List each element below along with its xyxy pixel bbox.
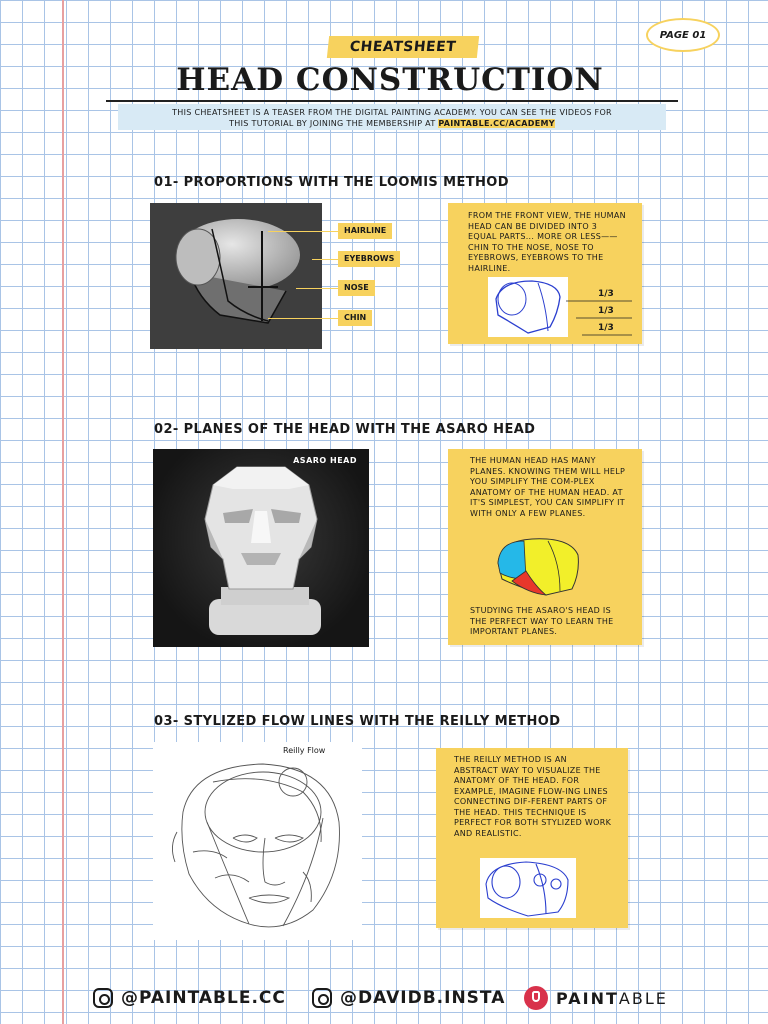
brand-wordmark bbox=[556, 989, 668, 1008]
section-2-title: 02- PLANES OF THE HEAD WITH THE ASARO HEAD bbox=[154, 422, 536, 437]
section-3-note-text: THE REILLY METHOD IS AN ABSTRACT WAY TO VISUALIZE THE ANATOMY OF THE HEAD. FOR EXAMPLE, IMAGINE FLOW-ING LINES CONNECTING DIF-FERENT PARTS OF THE HEAD. THIS TECHNIQUE IS PERFECT FOR BOTH STYLIZED WORK AND REALISTIC. bbox=[454, 755, 612, 838]
brand-bold: PAINT bbox=[556, 988, 619, 1008]
section-3-note bbox=[436, 748, 628, 928]
page-title: HEAD CONSTRUCTION bbox=[176, 62, 604, 98]
notebook-margin-line bbox=[62, 0, 64, 1024]
section-2-note-text-2: STUDYING THE ASARO'S HEAD IS THE PERFECT WAY TO LEARN THE IMPORTANT PLANES. bbox=[470, 606, 614, 636]
paintable-logo-icon bbox=[524, 986, 548, 1010]
fraction-1: 1/3 bbox=[598, 289, 614, 299]
loomis-head-illustration bbox=[150, 203, 322, 349]
label-nose: NOSE bbox=[338, 280, 375, 296]
asaro-head-photo bbox=[153, 449, 369, 647]
fraction-2: 1/3 bbox=[598, 306, 614, 316]
label-chin: CHIN bbox=[338, 310, 372, 326]
chin-leader bbox=[268, 318, 338, 319]
cheatsheet-label: CHEATSHEET bbox=[327, 36, 479, 58]
reilly-flow-illustration bbox=[153, 742, 362, 940]
section-1-note-text: FROM THE FRONT VIEW, THE HUMAN HEAD CAN BE DIVIDED INTO 3 EQUAL PARTS... MORE OR LESS——CHIN TO THE NOSE, NOSE TO EYEBROWS, EYEBROWS TO THE HAIRLINE. bbox=[468, 211, 626, 273]
asaro-head-illustration bbox=[153, 449, 369, 647]
section-1-note bbox=[448, 203, 642, 344]
fraction-3: 1/3 bbox=[598, 323, 614, 333]
intro-line-1: THIS CHEATSHEET IS A TEASER FROM THE DIGITAL PAINTING ACADEMY. YOU CAN SEE THE VIDEOS FOR bbox=[172, 108, 612, 117]
title-underline bbox=[106, 100, 678, 102]
reilly-flow-drawing bbox=[153, 742, 362, 940]
brand-light: ABLE bbox=[618, 988, 668, 1008]
page-badge: PAGE 01 bbox=[646, 18, 720, 52]
label-eyebrows: EYEBROWS bbox=[338, 251, 400, 267]
asaro-head-caption: ASARO HEAD bbox=[293, 456, 357, 465]
reilly-flow-caption: Reilly Flow bbox=[283, 746, 326, 755]
footer-paintable-brand[interactable] bbox=[524, 986, 668, 1010]
instagram-icon bbox=[93, 988, 113, 1008]
planes-sketch bbox=[488, 533, 598, 599]
intro-banner bbox=[118, 104, 666, 130]
loomis-head-render bbox=[150, 203, 322, 349]
fraction-divider-lines bbox=[566, 299, 636, 343]
eyebrows-leader bbox=[312, 259, 338, 260]
handle-davidb: @DAVIDB.INSTA bbox=[340, 988, 506, 1008]
footer-davidb-instagram[interactable] bbox=[312, 988, 505, 1008]
intro-line-2-text: THIS TUTORIAL BY JOINING THE MEMBERSHIP AT bbox=[229, 119, 439, 128]
section-3-title: 03- STYLIZED FLOW LINES WITH THE REILLY METHOD bbox=[154, 714, 561, 729]
nose-leader bbox=[296, 288, 338, 289]
intro-line-2 bbox=[118, 118, 666, 129]
handle-paintable: @PAINTABLE.CC bbox=[121, 988, 286, 1008]
hairline-leader bbox=[268, 231, 338, 232]
section-1-title: 01- PROPORTIONS WITH THE LOOMIS METHOD bbox=[154, 175, 509, 190]
loomis-sketch bbox=[488, 277, 568, 337]
section-2-note-text: THE HUMAN HEAD HAS MANY PLANES. KNOWING THEM WILL HELP YOU SIMPLIFY THE COM-PLEX ANATOMY OF THE HUMAN HEAD. AT IT'S SIMPLEST, YOU CAN SIMPLIFY IT WITH ONLY A FEW PLANES. bbox=[470, 456, 626, 518]
section-2-note bbox=[448, 449, 642, 645]
label-hairline: HAIRLINE bbox=[338, 223, 392, 239]
footer-paintable-instagram[interactable] bbox=[93, 988, 286, 1008]
instagram-icon bbox=[312, 988, 332, 1008]
reilly-sketch bbox=[480, 858, 576, 918]
academy-link[interactable]: PAINTABLE.CC/ACADEMY bbox=[438, 119, 555, 128]
